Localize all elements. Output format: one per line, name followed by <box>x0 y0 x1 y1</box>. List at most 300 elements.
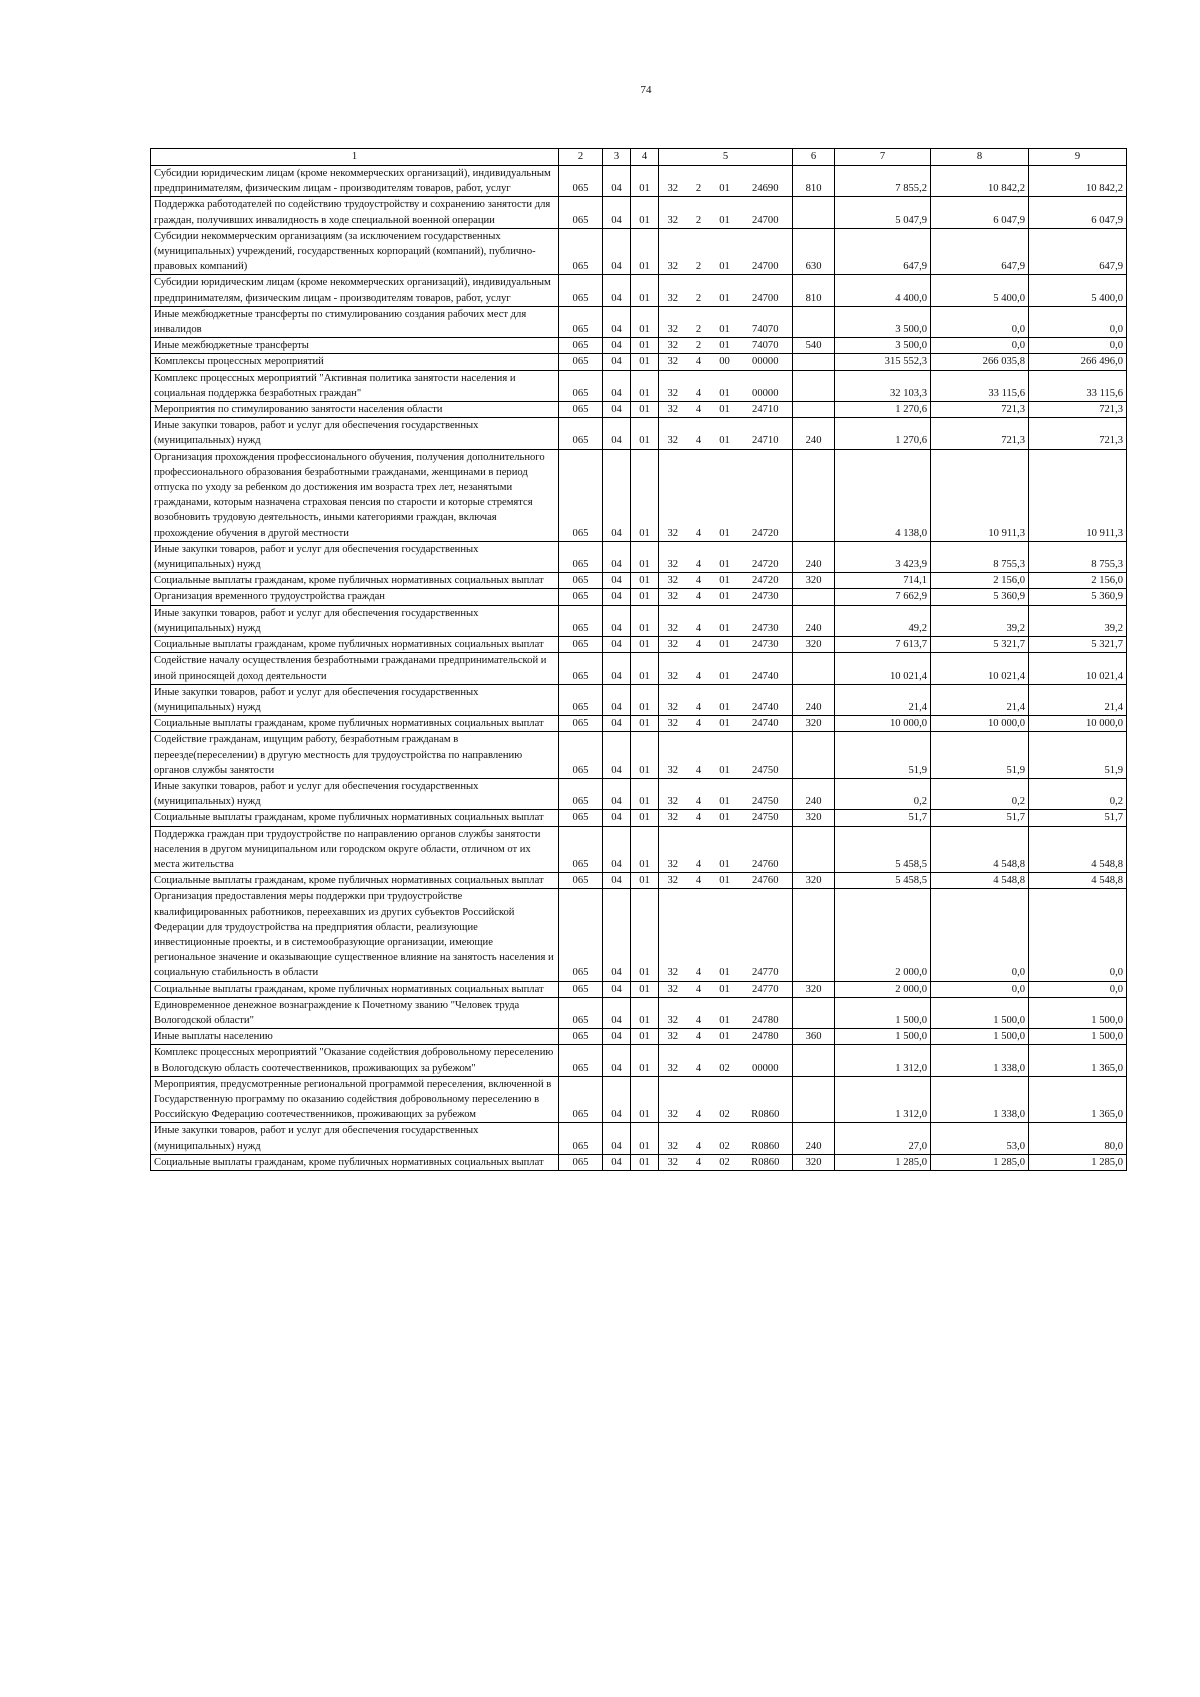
cell-amount-year1: 10 021,4 <box>835 653 931 684</box>
cell-ministry-code: 065 <box>559 449 603 541</box>
cell-target-direction: 24780 <box>739 997 793 1028</box>
cell-amount-year3: 10 911,3 <box>1029 449 1127 541</box>
table-row <box>151 1076 1127 1123</box>
cell-target-group: 01 <box>711 684 739 715</box>
cell-target-direction: 24720 <box>739 573 793 589</box>
cell-target-direction: 24740 <box>739 684 793 715</box>
cell-subsection: 01 <box>631 826 659 873</box>
cell-ministry-code: 065 <box>559 1029 603 1045</box>
cell-target-program: 32 <box>659 684 687 715</box>
cell-amount-year3: 721,3 <box>1029 402 1127 418</box>
cell-target-program: 32 <box>659 653 687 684</box>
cell-target-group: 01 <box>711 981 739 997</box>
cell-subsection: 01 <box>631 873 659 889</box>
cell-expense-type: 810 <box>793 166 835 197</box>
cell-expense-type: 810 <box>793 275 835 306</box>
cell-target-type: 4 <box>687 778 711 809</box>
cell-target-program: 32 <box>659 1154 687 1170</box>
cell-target-program: 32 <box>659 716 687 732</box>
row-name: Мероприятия по стимулированию занятости населения области <box>151 402 559 418</box>
row-name: Организация временного трудоустройства граждан <box>151 589 559 605</box>
cell-expense-type <box>793 306 835 337</box>
cell-amount-year1: 27,0 <box>835 1123 931 1154</box>
row-name: Социальные выплаты гражданам, кроме публичных нормативных социальных выплат <box>151 637 559 653</box>
cell-amount-year3: 647,9 <box>1029 228 1127 275</box>
cell-ministry-code: 065 <box>559 778 603 809</box>
cell-ministry-code: 065 <box>559 418 603 449</box>
cell-target-program: 32 <box>659 228 687 275</box>
cell-expense-type <box>793 402 835 418</box>
cell-amount-year1: 49,2 <box>835 605 931 636</box>
cell-target-type: 4 <box>687 653 711 684</box>
cell-amount-year2: 5 400,0 <box>931 275 1029 306</box>
cell-section: 04 <box>603 716 631 732</box>
cell-target-type: 2 <box>687 306 711 337</box>
cell-subsection: 01 <box>631 418 659 449</box>
header-cell: 1 <box>151 149 559 166</box>
header-cell: 5 <box>659 149 793 166</box>
cell-amount-year2: 5 360,9 <box>931 589 1029 605</box>
cell-expense-type: 630 <box>793 228 835 275</box>
cell-expense-type: 320 <box>793 716 835 732</box>
cell-target-type: 4 <box>687 1154 711 1170</box>
cell-ministry-code: 065 <box>559 166 603 197</box>
cell-expense-type <box>793 997 835 1028</box>
row-name: Иные закупки товаров, работ и услуг для обеспечения государственных (муниципальных) нужд <box>151 778 559 809</box>
cell-target-direction: 24710 <box>739 402 793 418</box>
cell-amount-year2: 51,7 <box>931 810 1029 826</box>
cell-target-group: 01 <box>711 997 739 1028</box>
cell-target-type: 4 <box>687 1029 711 1045</box>
cell-amount-year1: 1 270,6 <box>835 402 931 418</box>
cell-target-group: 01 <box>711 306 739 337</box>
row-name: Комплексы процессных мероприятий <box>151 354 559 370</box>
table-row <box>151 275 1127 306</box>
cell-amount-year2: 5 321,7 <box>931 637 1029 653</box>
cell-ministry-code: 065 <box>559 402 603 418</box>
cell-target-type: 4 <box>687 873 711 889</box>
cell-ministry-code: 065 <box>559 605 603 636</box>
cell-subsection: 01 <box>631 166 659 197</box>
cell-amount-year2: 10 911,3 <box>931 449 1029 541</box>
cell-subsection: 01 <box>631 306 659 337</box>
cell-target-group: 01 <box>711 778 739 809</box>
cell-target-type: 2 <box>687 275 711 306</box>
cell-amount-year1: 2 000,0 <box>835 889 931 981</box>
cell-ministry-code: 065 <box>559 826 603 873</box>
cell-amount-year1: 1 500,0 <box>835 1029 931 1045</box>
cell-target-direction: 24740 <box>739 716 793 732</box>
cell-target-type: 4 <box>687 716 711 732</box>
cell-ministry-code: 065 <box>559 1076 603 1123</box>
cell-expense-type <box>793 732 835 779</box>
cell-subsection: 01 <box>631 778 659 809</box>
cell-target-group: 00 <box>711 354 739 370</box>
cell-ministry-code: 065 <box>559 653 603 684</box>
row-name: Содействие гражданам, ищущим работу, безработным гражданам в переезде(переселении) в другую местность для трудоустройства по направлению органов службы занятости <box>151 732 559 779</box>
cell-amount-year2: 53,0 <box>931 1123 1029 1154</box>
cell-amount-year2: 4 548,8 <box>931 826 1029 873</box>
cell-expense-type: 320 <box>793 573 835 589</box>
cell-amount-year3: 0,0 <box>1029 981 1127 997</box>
table-row <box>151 1029 1127 1045</box>
cell-target-direction: R0860 <box>739 1123 793 1154</box>
row-name: Субсидии некоммерческим организациям (за исключением государственных (муниципальных) учреждений, государственных корпораций (компаний), публично-правовых компаний) <box>151 228 559 275</box>
cell-subsection: 01 <box>631 1123 659 1154</box>
table-row <box>151 732 1127 779</box>
cell-amount-year1: 1 270,6 <box>835 418 931 449</box>
table-row <box>151 306 1127 337</box>
row-name: Иные выплаты населению <box>151 1029 559 1045</box>
cell-section: 04 <box>603 541 631 572</box>
row-name: Организация предоставления меры поддержки при трудоустройстве квалифицированных работников, переехавших из других субъектов Российской Федерации для трудоустройства на предприятия области, реализующие инвестиционные проекты, и в системообразующие организации, имеющие региональное значение и оказывающие существенное влияние на занятость населения и социальную стабильность в области <box>151 889 559 981</box>
cell-target-group: 01 <box>711 873 739 889</box>
cell-expense-type: 240 <box>793 418 835 449</box>
cell-amount-year1: 1 500,0 <box>835 997 931 1028</box>
cell-target-program: 32 <box>659 1029 687 1045</box>
cell-expense-type <box>793 826 835 873</box>
cell-ministry-code: 065 <box>559 981 603 997</box>
table-row <box>151 589 1127 605</box>
row-name: Единовременное денежное вознаграждение к Почетному званию "Человек труда Вологодской области" <box>151 997 559 1028</box>
cell-section: 04 <box>603 1029 631 1045</box>
table-row <box>151 889 1127 981</box>
cell-ministry-code: 065 <box>559 197 603 228</box>
cell-expense-type: 320 <box>793 981 835 997</box>
table-row <box>151 1045 1127 1076</box>
cell-subsection: 01 <box>631 1076 659 1123</box>
cell-expense-type <box>793 354 835 370</box>
cell-target-program: 32 <box>659 637 687 653</box>
cell-ministry-code: 065 <box>559 1045 603 1076</box>
cell-amount-year3: 1 500,0 <box>1029 1029 1127 1045</box>
cell-amount-year2: 51,9 <box>931 732 1029 779</box>
cell-section: 04 <box>603 637 631 653</box>
row-name: Комплекс процессных мероприятий "Активная политика занятости населения и социальная поддержка безработных граждан" <box>151 370 559 401</box>
header-cell: 6 <box>793 149 835 166</box>
table-row <box>151 228 1127 275</box>
cell-section: 04 <box>603 402 631 418</box>
cell-target-group: 01 <box>711 197 739 228</box>
cell-amount-year2: 0,0 <box>931 889 1029 981</box>
cell-expense-type: 240 <box>793 778 835 809</box>
cell-expense-type <box>793 889 835 981</box>
cell-subsection: 01 <box>631 637 659 653</box>
cell-ministry-code: 065 <box>559 716 603 732</box>
header-cell: 9 <box>1029 149 1127 166</box>
cell-amount-year1: 2 000,0 <box>835 981 931 997</box>
table-row <box>151 418 1127 449</box>
cell-subsection: 01 <box>631 810 659 826</box>
cell-subsection: 01 <box>631 732 659 779</box>
table-row <box>151 653 1127 684</box>
cell-target-type: 4 <box>687 354 711 370</box>
cell-target-group: 01 <box>711 418 739 449</box>
cell-amount-year2: 10 021,4 <box>931 653 1029 684</box>
cell-amount-year3: 5 360,9 <box>1029 589 1127 605</box>
cell-target-direction: 24720 <box>739 541 793 572</box>
cell-expense-type: 360 <box>793 1029 835 1045</box>
cell-target-direction: 24730 <box>739 605 793 636</box>
cell-amount-year1: 1 312,0 <box>835 1076 931 1123</box>
cell-section: 04 <box>603 338 631 354</box>
cell-ministry-code: 065 <box>559 684 603 715</box>
cell-amount-year2: 2 156,0 <box>931 573 1029 589</box>
cell-section: 04 <box>603 573 631 589</box>
cell-target-group: 01 <box>711 589 739 605</box>
cell-target-program: 32 <box>659 370 687 401</box>
cell-target-program: 32 <box>659 778 687 809</box>
cell-subsection: 01 <box>631 716 659 732</box>
cell-amount-year2: 33 115,6 <box>931 370 1029 401</box>
cell-target-direction: 24700 <box>739 275 793 306</box>
cell-amount-year3: 33 115,6 <box>1029 370 1127 401</box>
cell-amount-year1: 3 423,9 <box>835 541 931 572</box>
cell-section: 04 <box>603 810 631 826</box>
cell-target-direction: 24710 <box>739 418 793 449</box>
cell-amount-year1: 7 613,7 <box>835 637 931 653</box>
cell-target-type: 4 <box>687 449 711 541</box>
cell-target-program: 32 <box>659 997 687 1028</box>
cell-target-direction: R0860 <box>739 1076 793 1123</box>
cell-target-program: 32 <box>659 541 687 572</box>
table-row <box>151 778 1127 809</box>
cell-ministry-code: 065 <box>559 997 603 1028</box>
cell-ministry-code: 065 <box>559 228 603 275</box>
cell-amount-year2: 21,4 <box>931 684 1029 715</box>
row-name: Иные закупки товаров, работ и услуг для обеспечения государственных (муниципальных) нужд <box>151 541 559 572</box>
cell-amount-year3: 266 496,0 <box>1029 354 1127 370</box>
cell-expense-type: 320 <box>793 637 835 653</box>
cell-section: 04 <box>603 653 631 684</box>
cell-section: 04 <box>603 370 631 401</box>
cell-target-group: 02 <box>711 1045 739 1076</box>
cell-amount-year1: 5 458,5 <box>835 873 931 889</box>
cell-ministry-code: 065 <box>559 889 603 981</box>
table-row <box>151 605 1127 636</box>
cell-amount-year3: 4 548,8 <box>1029 873 1127 889</box>
cell-subsection: 01 <box>631 449 659 541</box>
cell-target-direction: R0860 <box>739 1154 793 1170</box>
cell-amount-year3: 4 548,8 <box>1029 826 1127 873</box>
cell-ministry-code: 065 <box>559 732 603 779</box>
cell-target-program: 32 <box>659 873 687 889</box>
cell-target-program: 32 <box>659 732 687 779</box>
cell-target-program: 32 <box>659 981 687 997</box>
cell-section: 04 <box>603 449 631 541</box>
cell-ministry-code: 065 <box>559 637 603 653</box>
cell-target-type: 4 <box>687 370 711 401</box>
cell-expense-type: 320 <box>793 873 835 889</box>
cell-target-type: 4 <box>687 637 711 653</box>
cell-amount-year3: 5 321,7 <box>1029 637 1127 653</box>
cell-target-program: 32 <box>659 573 687 589</box>
cell-amount-year2: 8 755,3 <box>931 541 1029 572</box>
header-cell: 8 <box>931 149 1029 166</box>
cell-expense-type: 320 <box>793 810 835 826</box>
row-name: Иные межбюджетные трансферты <box>151 338 559 354</box>
cell-subsection: 01 <box>631 1154 659 1170</box>
cell-expense-type: 240 <box>793 605 835 636</box>
cell-section: 04 <box>603 873 631 889</box>
cell-target-group: 01 <box>711 275 739 306</box>
table-row <box>151 873 1127 889</box>
cell-section: 04 <box>603 166 631 197</box>
table-row <box>151 541 1127 572</box>
cell-target-direction: 24750 <box>739 778 793 809</box>
cell-subsection: 01 <box>631 997 659 1028</box>
cell-amount-year1: 3 500,0 <box>835 306 931 337</box>
table-row <box>151 981 1127 997</box>
row-name: Иные закупки товаров, работ и услуг для обеспечения государственных (муниципальных) нужд <box>151 605 559 636</box>
table-row <box>151 402 1127 418</box>
cell-section: 04 <box>603 228 631 275</box>
cell-expense-type: 240 <box>793 684 835 715</box>
cell-section: 04 <box>603 778 631 809</box>
cell-amount-year3: 51,7 <box>1029 810 1127 826</box>
cell-target-direction: 00000 <box>739 1045 793 1076</box>
cell-target-group: 02 <box>711 1076 739 1123</box>
cell-target-direction: 24730 <box>739 589 793 605</box>
cell-subsection: 01 <box>631 1029 659 1045</box>
cell-target-program: 32 <box>659 166 687 197</box>
cell-amount-year3: 1 500,0 <box>1029 997 1127 1028</box>
cell-amount-year1: 10 000,0 <box>835 716 931 732</box>
cell-section: 04 <box>603 732 631 779</box>
row-name: Социальные выплаты гражданам, кроме публичных нормативных социальных выплат <box>151 716 559 732</box>
row-name: Субсидии юридическим лицам (кроме некоммерческих организаций), индивидуальным предпринимателям, физическим лицам - производителям товаров, работ, услуг <box>151 166 559 197</box>
cell-expense-type <box>793 1076 835 1123</box>
cell-target-type: 4 <box>687 810 711 826</box>
cell-section: 04 <box>603 889 631 981</box>
cell-amount-year2: 721,3 <box>931 418 1029 449</box>
cell-section: 04 <box>603 684 631 715</box>
cell-target-program: 32 <box>659 338 687 354</box>
row-name: Комплекс процессных мероприятий "Оказание содействия добровольному переселению в Вологодскую область соотечественников, проживающих за рубежом" <box>151 1045 559 1076</box>
cell-amount-year2: 647,9 <box>931 228 1029 275</box>
cell-subsection: 01 <box>631 197 659 228</box>
cell-target-direction: 24740 <box>739 653 793 684</box>
cell-target-direction: 24750 <box>739 810 793 826</box>
cell-target-direction: 24770 <box>739 981 793 997</box>
cell-amount-year1: 4 138,0 <box>835 449 931 541</box>
cell-subsection: 01 <box>631 573 659 589</box>
cell-amount-year1: 1 312,0 <box>835 1045 931 1076</box>
cell-amount-year3: 8 755,3 <box>1029 541 1127 572</box>
cell-amount-year2: 1 500,0 <box>931 997 1029 1028</box>
cell-target-group: 01 <box>711 605 739 636</box>
cell-target-group: 01 <box>711 653 739 684</box>
cell-amount-year2: 721,3 <box>931 402 1029 418</box>
table-row <box>151 684 1127 715</box>
cell-amount-year3: 51,9 <box>1029 732 1127 779</box>
cell-ministry-code: 065 <box>559 1154 603 1170</box>
cell-target-direction: 74070 <box>739 338 793 354</box>
cell-amount-year2: 266 035,8 <box>931 354 1029 370</box>
cell-ministry-code: 065 <box>559 1123 603 1154</box>
cell-amount-year2: 0,0 <box>931 981 1029 997</box>
cell-amount-year3: 39,2 <box>1029 605 1127 636</box>
cell-subsection: 01 <box>631 338 659 354</box>
cell-target-type: 4 <box>687 541 711 572</box>
cell-target-group: 01 <box>711 338 739 354</box>
cell-amount-year3: 10 842,2 <box>1029 166 1127 197</box>
cell-amount-year1: 3 500,0 <box>835 338 931 354</box>
cell-target-type: 2 <box>687 197 711 228</box>
cell-target-group: 01 <box>711 541 739 572</box>
row-name: Организация прохождения профессионального обучения, получения дополнительного профессионального образования безработными гражданами, женщинами в период отпуска по уходу за ребенком до достижения им возраста трех лет, незанятыми гражданами, которым назначена страховая пенсия по старости и которые стремятся возобновить трудовую деятельность, иными категориями граждан, включая прохождение обучения в другой местности <box>151 449 559 541</box>
cell-target-program: 32 <box>659 449 687 541</box>
cell-target-program: 32 <box>659 589 687 605</box>
cell-amount-year2: 6 047,9 <box>931 197 1029 228</box>
cell-target-type: 4 <box>687 605 711 636</box>
cell-target-group: 01 <box>711 732 739 779</box>
cell-ministry-code: 065 <box>559 589 603 605</box>
cell-expense-type <box>793 449 835 541</box>
cell-amount-year1: 51,9 <box>835 732 931 779</box>
cell-section: 04 <box>603 605 631 636</box>
row-name: Поддержка работодателей по содействию трудоустройству и сохранению занятости для граждан, получивших инвалидность в ходе специальной военной операции <box>151 197 559 228</box>
table-row <box>151 997 1127 1028</box>
cell-target-direction: 24700 <box>739 197 793 228</box>
cell-target-program: 32 <box>659 889 687 981</box>
cell-section: 04 <box>603 589 631 605</box>
cell-target-program: 32 <box>659 826 687 873</box>
cell-amount-year3: 5 400,0 <box>1029 275 1127 306</box>
cell-target-type: 4 <box>687 981 711 997</box>
header-cell: 4 <box>631 149 659 166</box>
cell-amount-year2: 0,0 <box>931 306 1029 337</box>
cell-target-type: 2 <box>687 166 711 197</box>
table-row <box>151 810 1127 826</box>
budget-table <box>150 148 1127 1171</box>
cell-section: 04 <box>603 1123 631 1154</box>
cell-target-direction: 24690 <box>739 166 793 197</box>
cell-subsection: 01 <box>631 275 659 306</box>
cell-subsection: 01 <box>631 402 659 418</box>
cell-target-group: 02 <box>711 1154 739 1170</box>
cell-subsection: 01 <box>631 370 659 401</box>
cell-target-type: 4 <box>687 1045 711 1076</box>
table-row <box>151 716 1127 732</box>
cell-expense-type <box>793 653 835 684</box>
cell-amount-year1: 4 400,0 <box>835 275 931 306</box>
cell-section: 04 <box>603 1045 631 1076</box>
cell-amount-year3: 0,0 <box>1029 306 1127 337</box>
cell-target-type: 4 <box>687 684 711 715</box>
cell-ministry-code: 065 <box>559 354 603 370</box>
cell-amount-year3: 10 000,0 <box>1029 716 1127 732</box>
row-name: Иные закупки товаров, работ и услуг для обеспечения государственных (муниципальных) нужд <box>151 1123 559 1154</box>
cell-expense-type: 240 <box>793 1123 835 1154</box>
cell-expense-type: 540 <box>793 338 835 354</box>
cell-amount-year1: 0,2 <box>835 778 931 809</box>
cell-ministry-code: 065 <box>559 338 603 354</box>
cell-target-type: 4 <box>687 997 711 1028</box>
cell-amount-year3: 721,3 <box>1029 418 1127 449</box>
row-name: Иные межбюджетные трансферты по стимулированию создания рабочих мест для инвалидов <box>151 306 559 337</box>
cell-target-group: 01 <box>711 402 739 418</box>
row-name: Социальные выплаты гражданам, кроме публичных нормативных социальных выплат <box>151 810 559 826</box>
cell-amount-year3: 10 021,4 <box>1029 653 1127 684</box>
table-row <box>151 1123 1127 1154</box>
row-name: Социальные выплаты гражданам, кроме публичных нормативных социальных выплат <box>151 573 559 589</box>
cell-ministry-code: 065 <box>559 370 603 401</box>
cell-amount-year1: 5 458,5 <box>835 826 931 873</box>
cell-target-program: 32 <box>659 306 687 337</box>
cell-target-direction: 00000 <box>739 354 793 370</box>
cell-amount-year3: 1 365,0 <box>1029 1076 1127 1123</box>
